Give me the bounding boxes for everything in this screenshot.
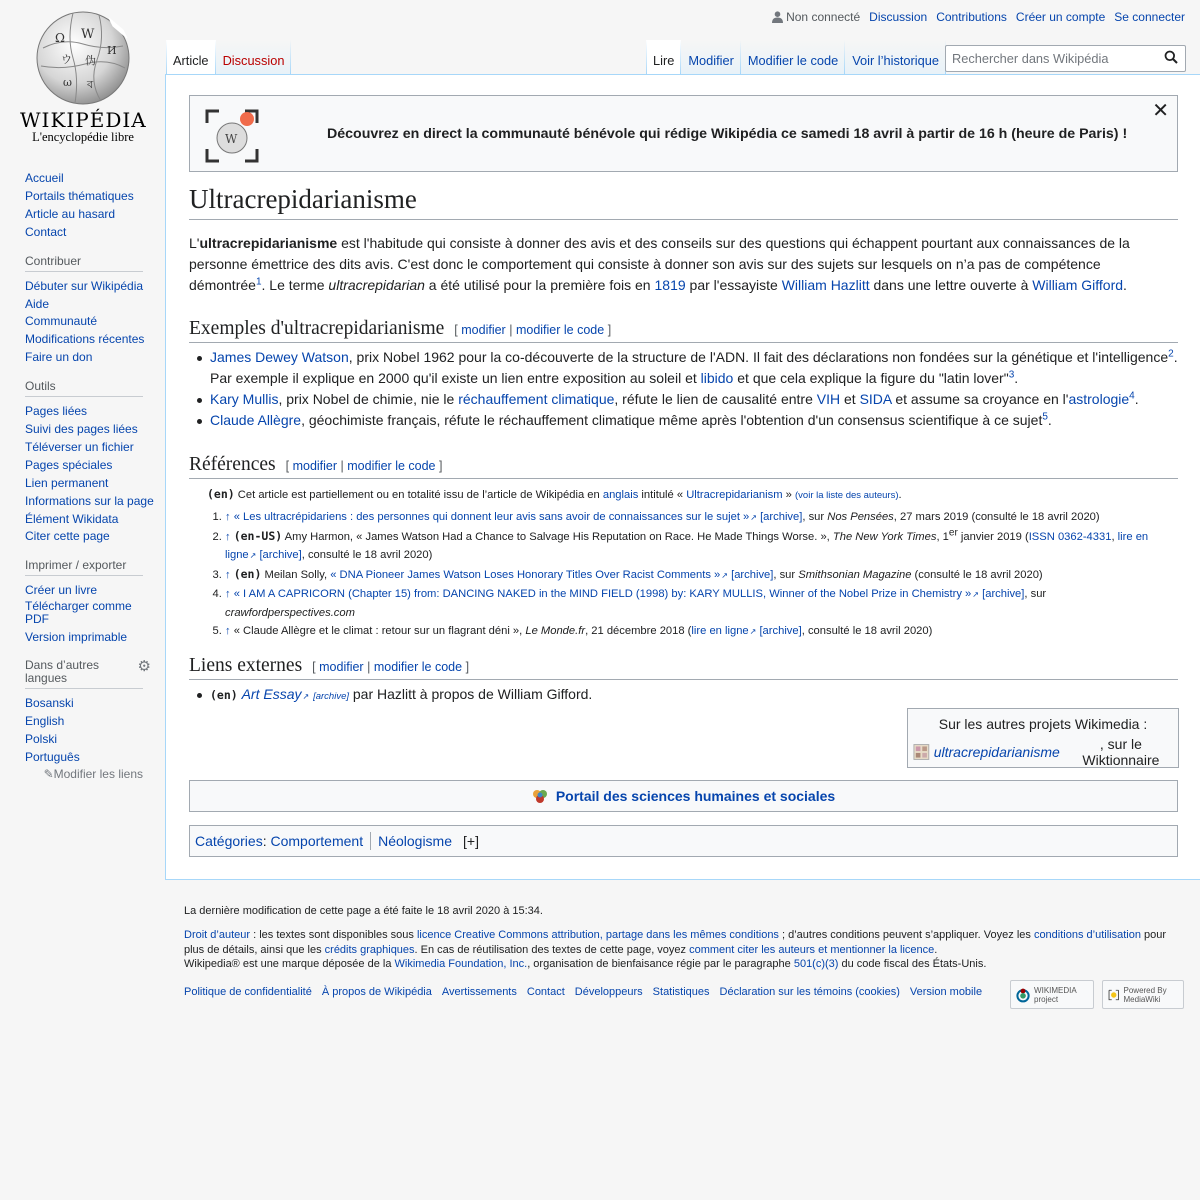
kary-mullis-link[interactable]: Kary Mullis [210, 391, 279, 407]
ref-3-title-link[interactable]: « DNA Pioneer James Watson Loses Honorary Titles Over Racist Comments » ↗ [330, 569, 728, 581]
ref-1-title-link[interactable]: « Les ultracrépidariens : des personnes qui donnent leur avis sans avoir de connaissances sur le sujet » ↗ [234, 511, 757, 523]
section-edit-link[interactable]: modifier [319, 660, 364, 674]
category-behavior-link[interactable]: Comportement [270, 833, 364, 849]
license-text: Droit d’auteur : les textes sont disponibles sous licence Creative Commons attribution, partage dans les mêmes conditions ; d’autres conditions peuvent s’appliquer. Voyez les conditions d’utilisation pour plus de détails, ainsi que les crédits graphiques. En cas de réutilisation des textes de cette page, voyez comment citer les auteurs et mentionner la licence. [184, 929, 1167, 956]
reference-item: 5. ↑ « Claude Allègre et le climat : retour sur un flagrant déni », Le Monde.fr, 21 décembre 2018 (lire en ligne ↗ [archive], consulté le 18 avril 2020) [225, 622, 1178, 641]
login-link[interactable]: Se connecter [1114, 10, 1185, 24]
heading-external-links: Liens externes [ modifier | modifier le code ] [189, 655, 1178, 680]
edit-interlanguage-links[interactable]: ✎Modifier les liens [43, 766, 143, 781]
claude-allegre-link[interactable]: Claude Allègre [210, 412, 302, 428]
james-watson-link[interactable]: James Dewey Watson [210, 349, 349, 365]
pencil-icon: ✎ [43, 766, 54, 781]
references-list [189, 508, 1178, 641]
sidebar-item-donate[interactable]: Faire un don [25, 350, 93, 365]
view-tabs [646, 40, 946, 74]
heading-references: Références [ modifier | modifier le code ] [189, 454, 1178, 479]
content-area [165, 74, 1200, 880]
william-gifford-link[interactable]: William Gifford [1032, 277, 1124, 293]
section-edit-source-link[interactable]: modifier le code [373, 660, 463, 674]
references-section [189, 485, 1178, 641]
footer-disclaimers-link[interactable]: Avertissements [441, 986, 517, 999]
sidebar-item-contact[interactable]: Contact [25, 224, 67, 239]
sidebar-item-wikidata[interactable]: Élément Wikidata [25, 511, 119, 526]
reference-item: 3. ↑ (en) Meilan Solly, « DNA Pioneer James Watson Loses Honorary Titles Over Racist Comments » ↗ [archive], sur Smithsonian Magazine (consulté le 18 avril 2020) [225, 565, 1178, 585]
namespace-tabs [166, 40, 291, 74]
wikipedia-logo[interactable] [20, 8, 146, 148]
sidebar-item-upload[interactable]: Téléverser un fichier [25, 440, 134, 455]
sidebar-item-recent-changes[interactable]: Modifications récentes [25, 332, 145, 347]
svg-text:Ω: Ω [55, 31, 65, 45]
ref-3-link[interactable]: 3 [1008, 369, 1015, 381]
image-credits-link[interactable]: crédits graphiques [324, 943, 415, 956]
sidebar-item-lang-portugues[interactable]: Português [25, 749, 80, 764]
sidebar-contribute [25, 254, 160, 366]
puzzle-globe-icon [33, 8, 133, 108]
sidebar-item-home[interactable]: Accueil [25, 171, 64, 185]
list-item: (en) Art Essay ↗ [archive] par Hazlitt à propos de William Gifford. [210, 684, 1178, 707]
sidebar-item-create-book[interactable]: Créer un livre [25, 583, 98, 598]
backlink-arrow[interactable]: ↑ [225, 511, 231, 523]
search-input[interactable] [945, 45, 1186, 72]
libido-link[interactable]: libido [700, 370, 734, 386]
english-link[interactable]: anglais [602, 489, 639, 501]
svg-text:伪: 伪 [85, 54, 96, 67]
search-placeholder: Rechercher dans Wikipédia [952, 51, 1109, 66]
global-warming-link[interactable]: réchauffement climatique [458, 391, 615, 407]
tab-history[interactable]: Voir l’historique [845, 40, 946, 74]
hidden-categories-toggle[interactable]: [+] [463, 833, 479, 849]
license-link[interactable]: licence Creative Commons attribution, partage dans les mêmes conditions [416, 929, 779, 942]
read-online-link[interactable]: lire en ligne ↗ [691, 625, 756, 637]
svg-text:ω: ω [63, 76, 72, 89]
personal-contributions-link[interactable]: Contributions [936, 10, 1007, 24]
backlink-arrow[interactable]: ↑ [225, 588, 231, 600]
section-edit-links: [ modifier | modifier le code ] [312, 660, 470, 674]
sidebar-item-help[interactable]: Aide [25, 296, 50, 311]
reuse-link[interactable]: comment citer les auteurs et mentionner la licence [689, 943, 935, 956]
tab-discussion[interactable]: Discussion [216, 40, 292, 74]
footer-developers-link[interactable]: Développeurs [574, 986, 643, 999]
list-item: Claude Allègre, géochimiste français, réfute le réchauffement climatique même après l'obtention d'un consensus scientifique à ce sujet$^5$. [210, 410, 1178, 431]
sidebar-item-permalink[interactable]: Lien permanent [25, 475, 109, 490]
archive-link[interactable]: [archive] [760, 511, 803, 523]
sidebar-item-printable[interactable]: Version imprimable [25, 630, 128, 645]
section-edit-link[interactable]: modifier [461, 323, 506, 337]
sida-link[interactable]: SIDA [859, 391, 892, 407]
translation-source-note: (en) Cet article est partiellement ou en totalité issu de l’article de Wikipédia en anglais intitulé « Ultracrepidarianism » (voir la liste des auteurs). [207, 487, 902, 501]
astrology-link[interactable]: astrologie [1068, 391, 1130, 407]
category-links: Catégories : Comportement Néologisme [+] [189, 825, 1178, 857]
sidebar-item-related-changes[interactable]: Suivi des pages liées [25, 422, 138, 437]
svg-text:ব: ব [87, 78, 94, 91]
section-edit-source-link[interactable]: modifier le code [347, 459, 436, 473]
external-links-list [189, 684, 1178, 707]
ref-1-link[interactable]: 1 [255, 276, 262, 288]
sidebar-heading-print: Imprimer / exporter [25, 558, 143, 576]
portal-bar [189, 780, 1178, 812]
search-icon[interactable] [1164, 50, 1178, 64]
centralnotice-banner[interactable] [189, 95, 1178, 172]
vih-link[interactable]: VIH [816, 391, 841, 407]
sidebar-item-portals[interactable]: Portails thématiques [25, 188, 134, 203]
footer-cookies-link[interactable]: Déclaration sur les témoins (cookies) [719, 986, 900, 999]
footer-privacy-link[interactable]: Politique de confidentialité [184, 986, 312, 999]
section-edit-source-link[interactable]: modifier le code [515, 323, 605, 337]
category-neologism-link[interactable]: Néologisme [378, 833, 453, 849]
create-account-link[interactable]: Créer un compte [1015, 10, 1106, 24]
archive-link[interactable]: [archive] [259, 549, 302, 561]
list-item: James Dewey Watson, prix Nobel 1962 pour la co-découverte de la structure de l'ADN. Il fait des déclarations non fondées sur la génétique et l'intelligence$^2$. Par exemple il explique en 2000 qu'il existe un lien entre exposition au soleil et libido et que cela explique la figure du "latin lover"$^3$. [210, 347, 1178, 389]
sidebar-languages [25, 659, 160, 781]
heading-examples: Exemples d'ultracrepidarianisme [ modifier | modifier le code ] [189, 318, 1178, 343]
close-icon[interactable]: ✕ [1152, 100, 1169, 122]
svg-text:ウ: ウ [61, 53, 72, 66]
footer-mobile-link[interactable]: Version mobile [909, 986, 983, 999]
ref-4-title-link[interactable]: « I AM A CAPRICORN (Chapter 15) from: DANCING NAKED in the MIND FIELD (1998) by: KARY MULLIS, Winner of the Nobel Prize in Chemistry » ↗ [234, 588, 979, 600]
sidebar-item-cite[interactable]: Citer cette page [25, 529, 110, 544]
501c3-link[interactable]: 501(c)(3) [793, 957, 839, 970]
banner-message: Découvrez en direct la communauté bénévole qui rédige Wikipédia ce samedi 18 avril à partir de 16 h (heure de Paris) ! [327, 126, 1128, 142]
live-event-icon [205, 109, 259, 163]
issn-number-link[interactable]: 0362-4331 [1057, 531, 1112, 543]
tab-read[interactable]: Lire [646, 40, 681, 74]
categories-link[interactable]: Catégories [195, 833, 263, 849]
svg-text:W: W [225, 132, 238, 146]
william-hazlitt-link[interactable]: William Hazlitt [781, 277, 870, 293]
ref-5-link[interactable]: 5 [1042, 411, 1048, 423]
sidebar-navigation [25, 170, 160, 240]
sidebar-item-page-info[interactable]: Informations sur la page [25, 493, 154, 508]
ref-4-link[interactable]: 4 [1129, 390, 1135, 402]
mediawiki-logo-icon [1107, 985, 1121, 1005]
archive-link[interactable]: [archive] [759, 625, 802, 637]
footer-contact-link[interactable]: Contact [526, 986, 565, 999]
sidebar-item-lang-polski[interactable]: Polski [25, 732, 58, 747]
section-edit-links: [ modifier | modifier le code ] [285, 459, 443, 473]
reference-item: 4. ↑ « I AM A CAPRICORN (Chapter 15) from: DANCING NAKED in the MIND FIELD (1998) by: KARY MULLIS, Winner of the Nobel Prize in Chemistry » ↗ [archive], sur crawfordperspectives.com [225, 585, 1178, 622]
archive-link[interactable]: [archive] [982, 588, 1025, 600]
sidebar-item-lang-bosanski[interactable]: Bosanski [25, 696, 74, 711]
copyright-link[interactable]: Droit d’auteur [184, 929, 251, 942]
footer-about-link[interactable]: À propos de Wikipédia [321, 986, 432, 999]
user-status [772, 10, 860, 24]
logo-wordmark: WIKIPÉDIA [20, 108, 147, 132]
sidebar-tools [25, 379, 160, 544]
backlink-arrow[interactable]: ↑ [225, 531, 231, 543]
sidebar-item-community[interactable]: Communauté [25, 314, 98, 329]
source-article-link[interactable]: Ultracrepidarianism [686, 489, 783, 501]
last-modified: La dernière modification de cette page a été faite le 18 avril 2020 à 15:34. [184, 905, 543, 917]
examples-list [189, 347, 1178, 431]
sidebar-heading-contribute: Contribuer [25, 254, 143, 272]
portal-link[interactable]: Portail des sciences humaines et sociales [555, 788, 836, 804]
archive-link[interactable]: [archive] [313, 691, 349, 702]
footer-icons [1010, 980, 1184, 1009]
personal-talk-link[interactable]: Discussion [869, 10, 928, 24]
art-essay-link[interactable]: Art Essay ↗ [242, 686, 310, 702]
svg-text:W: W [81, 27, 95, 42]
read-online-link[interactable]: lire en ligne ↗ [225, 531, 1148, 561]
sidebar [0, 170, 160, 795]
footer-statistics-link[interactable]: Statistiques [652, 986, 710, 999]
ref-2-link[interactable]: 2 [1168, 348, 1174, 360]
section-edit-link[interactable]: modifier [292, 459, 338, 473]
sidebar-item-what-links-here[interactable]: Pages liées [25, 404, 88, 419]
backlink-arrow[interactable]: ↑ [225, 569, 231, 581]
sister-projects-title: Sur les autres projets Wikimedia : [938, 716, 1148, 732]
wikimedia-project-badge[interactable]: WIKIMEDIA project [1010, 980, 1094, 1009]
backlink-arrow[interactable]: ↑ [225, 625, 231, 637]
personal-tools [772, 10, 1185, 24]
tab-edit-source[interactable]: Modifier le code [741, 40, 845, 74]
sidebar-item-download-pdf[interactable]: Télécharger comme PDF [25, 599, 132, 627]
reference-item: 1. ↑ « Les ultracrépidariens : des personnes qui donnent leur avis sans avoir de connaissances sur le sujet » ↗ [archive], sur Nos Pensées, 27 mars 2019 (consulté le 18 avril 2020) [225, 508, 1178, 527]
wiktionary-icon [913, 743, 930, 761]
intro-paragraph: L'ultracrepidarianisme est l'habitude qui consiste à donner des avis et des conseils sur des questions qui échappent pourtant aux connaissances de la personne émettrice des dits avis. C'est donc le comportement qui consiste à donner son avis sur des sujets sur lesquels on n’a pas de compétence démontrée$^1$. Le terme ultracrepidarian a été utilisé pour la première fois en 1819 par l'essayiste William Hazlitt dans une lettre ouverte à William Gifford. [189, 235, 1130, 293]
wiktionary-link[interactable]: ultracrepidarianisme [933, 744, 1060, 760]
tab-edit[interactable]: Modifier [681, 40, 741, 74]
wikimedia-foundation-link[interactable]: Wikimedia Foundation, Inc. [394, 957, 528, 970]
section-edit-links: [ modifier | modifier le code ] [454, 323, 612, 337]
powered-by-mediawiki-badge[interactable]: Powered By MediaWiki [1102, 980, 1184, 1009]
sidebar-heading-languages: Dans d’autres langues ⚙ [25, 659, 143, 689]
sidebar-print [25, 558, 160, 645]
sidebar-item-special-pages[interactable]: Pages spéciales [25, 457, 113, 472]
portal-icon [532, 788, 548, 804]
wikimedia-logo-icon [1015, 985, 1031, 1005]
page-title: Ultracrepidarianisme [189, 184, 1178, 220]
list-item: Kary Mullis, prix Nobel de chimie, nie le réchauffement climatique, réfute le lien de causalité entre VIH et SIDA et assume sa croyance en l'astrologie$^4$. [210, 389, 1178, 410]
terms-link[interactable]: conditions d’utilisation [1033, 929, 1141, 942]
tab-article[interactable]: Article [166, 40, 216, 74]
logo-tagline: L'encyclopédie libre [32, 130, 134, 144]
authors-list-link[interactable]: (voir la liste des auteurs) [795, 490, 899, 501]
category-separator [370, 832, 371, 850]
issn-link[interactable]: ISSN [1028, 531, 1055, 543]
user-icon [772, 11, 783, 23]
year-1819-link[interactable]: 1819 [654, 277, 686, 293]
sidebar-heading-tools: Outils [25, 379, 143, 397]
sidebar-item-random[interactable]: Article au hasard [25, 206, 116, 221]
gear-icon[interactable]: ⚙ [137, 658, 151, 676]
sidebar-item-start[interactable]: Débuter sur Wikipédia [25, 278, 144, 293]
sister-projects-box: Sur les autres projets Wikimedia : ultracrepidarianisme , sur le Wiktionnaire [907, 708, 1179, 768]
sidebar-item-lang-english[interactable]: English [25, 714, 65, 729]
archive-link[interactable]: [archive] [731, 569, 774, 581]
reference-item: 2. ↑ (en-US) Amy Harmon, « James Watson Had a Chance to Salvage His Reputation on Race. He Made Things Worse. », The New York Times, 1er janvier 2019 (ISSN 0362-4331, lire en ligne ↗ [archive], consulté le 18 avril 2020) [225, 527, 1178, 565]
trademark-text: Wikipedia® est une marque déposée de la Wikimedia Foundation, Inc., organisation de bienfaisance régie par le paragraphe 501(c)(3) du code fiscal des États-Unis. [184, 957, 987, 970]
svg-text:И: И [107, 44, 117, 57]
not-logged-in-label: Non connecté [786, 10, 861, 24]
